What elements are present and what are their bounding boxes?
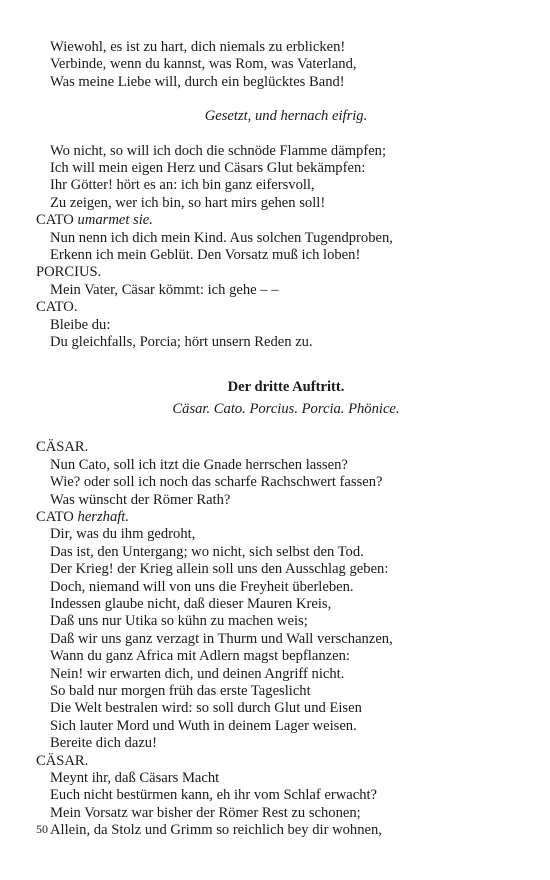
verse-line: Erkenn ich mein Geblüt. Den Vorsatz muß ich loben! — [50, 247, 361, 264]
scene-cast: Cäsar. Cato. Porcius. Porcia. Phönice. — [172, 400, 400, 417]
verse-line: Wo nicht, so will ich doch die schnöde Flamme dämpfen; — [50, 142, 387, 159]
stage-direction: herzhaft. — [77, 508, 129, 525]
speaker-name: CATO — [36, 508, 74, 525]
speaker-name: CATO. — [36, 299, 78, 316]
speaker-name: CÄSAR. — [36, 752, 89, 769]
verse-line: Daß wir uns ganz verzagt in Thurm und Wall verschanzen, — [50, 630, 393, 647]
verse-line: Der Krieg! der Krieg allein soll uns den Ausschlag geben: — [50, 561, 389, 578]
verse-line: So bald nur morgen früh das erste Tageslicht — [50, 683, 311, 699]
verse-line: Ihr Götter! hört es an: ich bin ganz eifersvoll, — [50, 177, 315, 194]
stage-direction: umarmet sie. — [77, 212, 153, 229]
verse-line: Mein Vorsatz war bisher der Römer Rest zu schonen; — [50, 804, 361, 821]
verse-line: Dir, was du ihm gedroht, — [50, 526, 196, 543]
verse-line: Indessen glaube nicht, daß dieser Mauren Kreis, — [50, 595, 332, 612]
speaker-line — [36, 509, 516, 526]
verse-line: Daß uns nur Utika so kühn zu machen weis; — [50, 613, 308, 630]
verse-line: Doch, niemand will von uns die Freyheit überleben. — [50, 578, 354, 595]
verse-line: Euch nicht bestürmen kann, eh ihr vom Schlaf erwacht? — [50, 787, 378, 804]
speaker-name: CÄSAR. — [36, 439, 89, 456]
stage-direction: Gesetzt, und hernach eifrig. — [204, 108, 368, 125]
verse-line: Ich will mein eigen Herz und Cäsars Glut bekämpfen: — [50, 160, 366, 177]
verse-line: Bereite dich dazu! — [50, 735, 157, 752]
verse-line: Allein, da Stolz und Grimm so reichlich bey dir wohnen, — [50, 822, 382, 839]
verse-line: Meynt ihr, daß Cäsars Macht — [50, 770, 220, 787]
verse-line: Du gleichfalls, Porcia; hört unsern Reden zu. — [50, 334, 313, 351]
verse-line: Zu zeigen, wer ich bin, so hart mirs gehen soll! — [50, 194, 326, 211]
verse-line: Die Welt bestralen wird: so soll durch Glut und Eisen — [50, 700, 362, 717]
speaker-name: PORCIUS. — [36, 264, 102, 281]
verse-line: Nein! wir erwarten dich, und deinen Angriff nicht. — [50, 665, 345, 682]
verse-line: Sich lauter Mord und Wuth in deinem Lager weisen. — [50, 717, 357, 734]
verse-block — [36, 143, 516, 213]
speaker-line — [36, 212, 516, 229]
scene-heading: Der dritte Auftritt. — [227, 378, 345, 395]
verse-line: Nun Cato, soll ich itzt die Gnade herrschen lassen? — [50, 456, 348, 473]
page-text — [36, 39, 516, 840]
verse-line: Wie? oder soll ich noch das scharfe Rachschwert fassen? — [50, 474, 383, 491]
verse-line: Nun nenn ich dich mein Kind. Aus solchen Tugendproben, — [50, 229, 393, 246]
verse-line: Was meine Liebe will, durch ein beglücktes Band! — [50, 73, 345, 90]
verse-line: Wiewohl, es ist zu hart, dich niemals zu erblicken! — [50, 39, 346, 55]
page-number: 50 — [36, 822, 48, 836]
speaker-name: CATO — [36, 212, 74, 229]
verse-line: Mein Vater, Cäsar kömmt: ich gehe – – — [50, 281, 279, 298]
verse-line: Verbinde, wenn du kannst, was Rom, was Vaterland, — [50, 56, 357, 73]
verse-line: Wann du ganz Africa mit Adlern magst bepflanzen: — [50, 648, 350, 665]
verse-line: Bleibe du: — [50, 316, 111, 333]
verse-line: Das ist, den Untergang; wo nicht, sich selbst den Tod. — [50, 543, 364, 560]
verse-block — [36, 39, 516, 91]
verse-line: Was wünscht der Römer Rath? — [50, 491, 231, 508]
